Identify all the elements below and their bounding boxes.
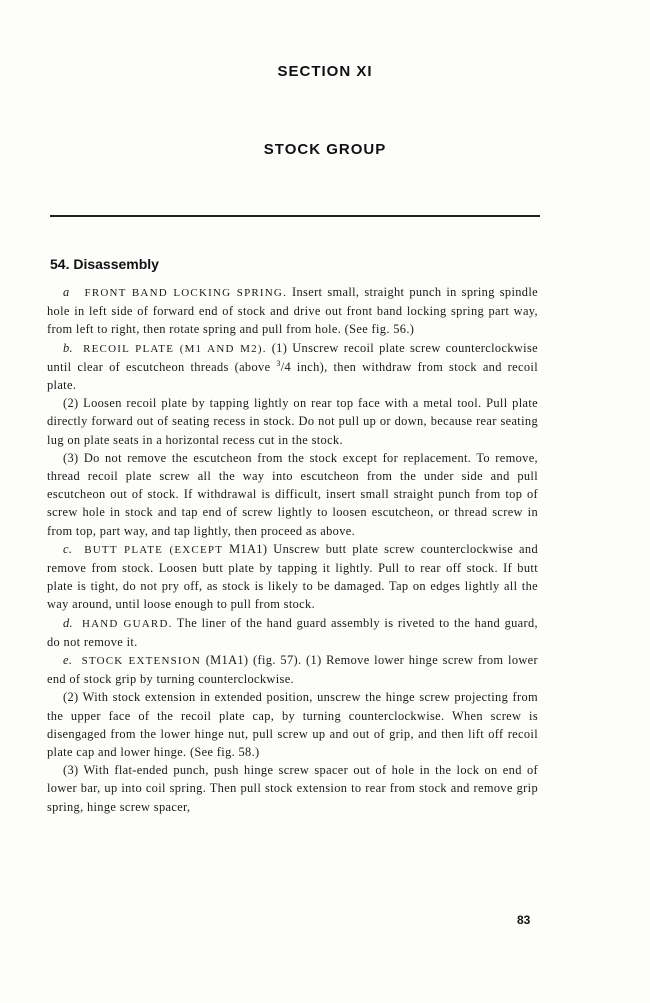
paragraph-label: e. [63,653,73,668]
group-title: STOCK GROUP [263,141,387,158]
paragraph-text: (fig. 57). (1) Remove lower hinge screw from lower end of stock grip by turning counterclockwise. [47,653,539,687]
paragraph-label: a [63,285,70,299]
paragraph-b [47,339,538,395]
paragraph-e3: (3) With flat-ended punch, push hinge screw spacer out of hole in the lock on end of lower bar, up into coil spring. Then pull stock extension to rear from stock and remove grip spring, hinge screw spacer, [47,763,538,814]
paragraph-b2: (2) Loosen recoil plate by tapping lightly on rear top face with a metal tool. Pull plate directly forward out of seating recess in stock. Do not pull up or down, because rear seating lug on plate seats in a horizontal recess cut in the stock. [47,396,538,447]
paragraph-b3: (3) Do not remove the escutcheon from the stock except for replacement. To remove, thread recoil plate screw all the way into escutcheon from the under side and pull escutcheon out of stock. If withdrawal is difficult, insert small straight punch from top of screw hole in stock and tap end of screw lightly to loosen escutcheon, or thread screw in from top, part way, and tap lightly, then proceed as above. [47,450,538,538]
paragraph-text: The liner of the hand guard assembly is riveted to the hand guard, do not remove it. [47,615,538,649]
fraction-numerator: 3 [276,358,281,368]
paragraph-caption-models: (M1 AND M2). [174,342,267,355]
paragraph-caption: RECOIL PLATE [83,342,175,355]
paragraph-e2: (2) With stock extension in extended position, unscrew the hinge screw projecting from the upper face of the recoil plate cap, by turning counterclockwise. When screw is disengaged from the lower hinge nut, pull screw up and out of grip, and then lift off recoil plate cap and lower hinge. (See fig. 58.) [47,690,538,760]
paragraph-caption-model: M1A1) [223,541,268,556]
paragraph-label: b. [63,340,73,355]
section-title: SECTION XI [277,63,373,80]
paragraph-text: Insert small, straight punch in spring spindle hole in left side of forward end of stock and drive out front band locking spring part way, from left to right, then rotate spring and pull from hole. (See fig. 56.) [47,285,538,337]
paragraph-text: inch), then withdraw from stock and recoil plate. [47,359,538,393]
paragraph-label: c. [63,541,73,556]
paragraph-label: d. [63,615,73,630]
paragraph-caption-model: (M1A1) [201,653,249,668]
page-number: 83 [517,913,531,927]
paragraph-c [47,540,538,614]
paragraph-e [47,651,538,688]
paragraph-caption: BUTT PLATE (EXCEPT [84,543,224,556]
paragraph-text: Unscrew butt plate screw counterclockwise and remove from stock. Loosen butt plate by tapping it lightly. Pull to rear off stock. If butt plate is tight, do not pry off, as stock is likely to be damaged. Tap on edges lightly all the way around, until loose enough to pull from stock. [47,541,538,612]
body-text [47,283,538,816]
horizontal-rule [50,215,540,217]
paragraph-d [47,614,538,651]
paragraph-a [47,283,538,339]
subheading: 54. Disassembly [50,256,159,272]
fraction-denominator: /4 [280,359,292,374]
paragraph-caption: HAND GUARD. [81,617,173,630]
paragraph-caption: FRONT BAND LOCKING SPRING. [84,287,288,299]
paragraph-text: (1) Unscrew recoil plate screw counterclockwise until clear of escutcheon threads (above [47,340,538,374]
paragraph-caption: STOCK EXTENSION [81,655,202,668]
